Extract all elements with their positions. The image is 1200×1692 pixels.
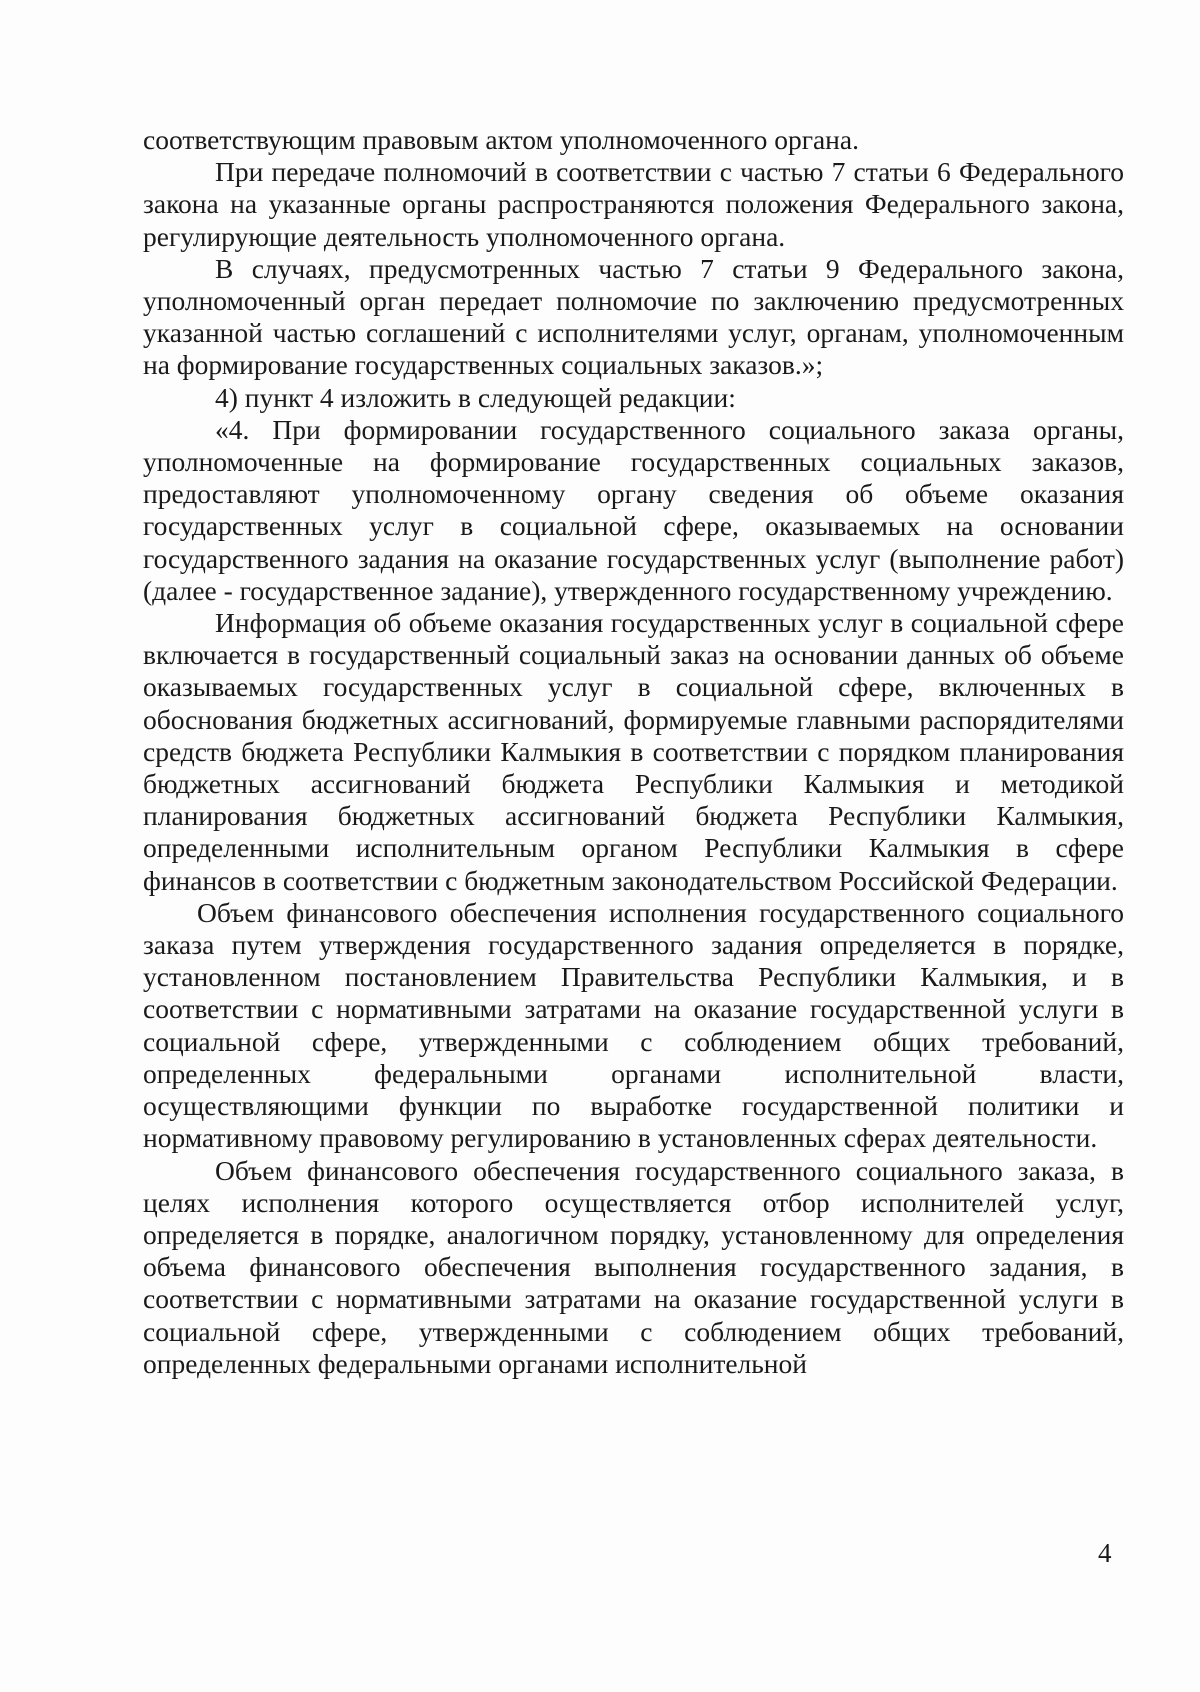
paragraph-financial-volume-task: Объем финансового обеспечения исполнения государственного социального заказа путем утверждения государственного задания определяется в порядке, установленном постановлением Правительства Республики Калмыкия, и в соответствии с нормативными затратами на оказание государственной услуги в социальной сфере, утвержденными с соблюдением общих требований, определенных федеральными органами исполнительной власти, осуществляющими функции по выработке государственной политики и нормативному правовому регулированию в установленных сферах деятельности. <box>143 896 1124 1154</box>
paragraph-item-4-text: «4. При формировании государственного социального заказа органы, уполномоченные на формирование государственных социальных заказов, предоставляют уполномоченному органу сведения об объеме оказания государственных услуг в социальной сфере, оказываемых на основании государственного задания на оказание государственных услуг (выполнение работ) (далее - государственное задание), утвержденного государственному учреждению. <box>143 413 1124 606</box>
paragraph-item-4-amendment: 4) пункт 4 изложить в следующей редакции: <box>215 381 736 413</box>
paragraph-cases-article-9: В случаях, предусмотренных частью 7 статьи 9 Федерального закона, уполномоченный орган передает полномочие по заключению предусмотренных указанной частью соглашений с исполнителями услуг, органам, уполномоченным на формирование государственных социальных заказов.»; <box>143 252 1124 381</box>
paragraph-information-volume: Информация об объеме оказания государственных услуг в социальной сфере включается в государственный социальный заказ на основании данных об объеме оказываемых государственных услуг в социальной сфере, включенных в обоснования бюджетных ассигнований, формируемые главными распорядителями средств бюджета Республики Калмыкия в соответствии с порядком планирования бюджетных ассигнований бюджета Республики Калмыкия и методикой планирования бюджетных ассигнований бюджета Республики Калмыкия, определенными исполнительным органом Республики Калмыкия в сфере финансов в соответствии с бюджетным законодательством Российской Федерации. <box>143 607 1124 896</box>
paragraph-financial-volume-order: Объем финансового обеспечения государственного социального заказа, в целях исполнения которого осуществляется отбор исполнителей услуг, определяется в порядке, аналогичном порядку, установленному для определения объема финансового обеспечения выполнения государственного задания, в соответствии с нормативными затратами на оказание государственной услуги в социальной сфере, утвержденными с соблюдением общих требований, определенных федеральными органами исполнительной <box>143 1154 1124 1379</box>
page-number: 4 <box>1098 1538 1112 1568</box>
paragraph-continuation: соответствующим правовым актом уполномоченного органа. <box>143 124 859 155</box>
paragraph-transfer-of-powers: При передаче полномочий в соответствии с частью 7 статьи 6 Федерального закона на указанные органы распространяются положения Федерального закона, регулирующие деятельность уполномоченного органа. <box>143 156 1124 252</box>
document-body <box>143 124 1124 1380</box>
